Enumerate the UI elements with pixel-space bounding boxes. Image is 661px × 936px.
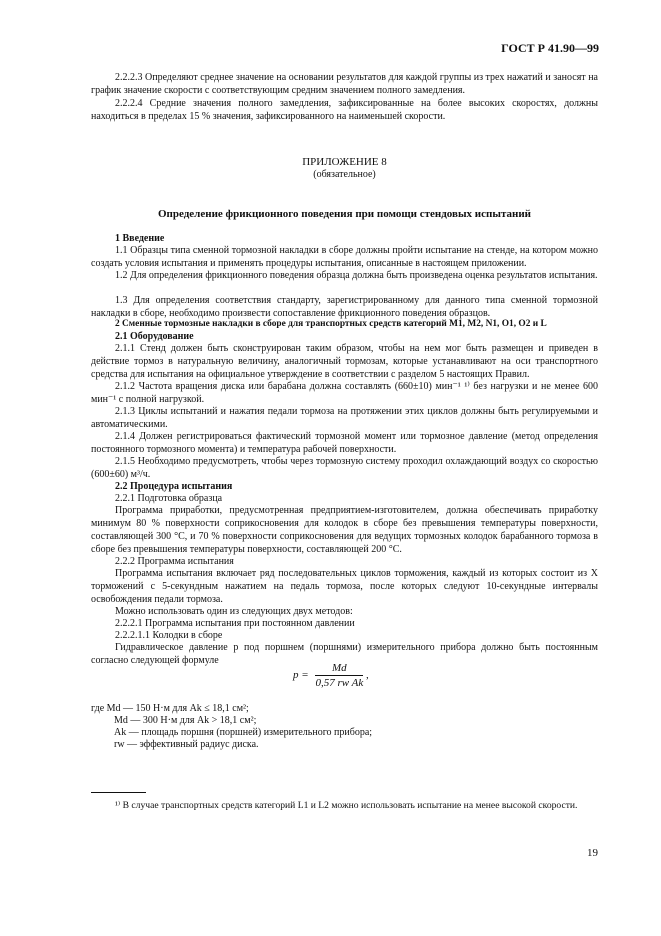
paragraph-hydraulic: Гидравлическое давление p под поршнем (поршнями) измерительного прибора должно быть постоянным согласно следующей формуле: [91, 642, 598, 666]
where-item-2: Md — 300 Н·м для Ak > 18,1 см²;: [114, 715, 257, 726]
paragraph-2-1-5: 2.1.5 Необходимо предусмотреть, чтобы через тормозную систему проходил охлаждающий воздух со скоростью (600±60) м³/ч.: [91, 456, 598, 480]
paragraph-2-2-2-text: Программа испытания включает ряд последовательных циклов торможения, каждый из которых состоит из X торможений с 5-секундным нажатием на педаль тормоза, после которых следуют 10-секундные интервалы освобождения педали тормоза.: [91, 568, 598, 605]
paragraph-1-2: 1.2 Для определения фрикционного поведения образца должна быть произведена оценка результатов испытания.: [115, 270, 598, 281]
where-item-4: rw — эффективный радиус диска.: [114, 739, 259, 750]
formula-trail: ,: [365, 669, 369, 682]
paragraph-2-2-2: 2.2.2 Программа испытания: [115, 556, 234, 567]
where-item-1: где Md — 150 Н·м для Ak ≤ 18,1 см²;: [91, 703, 249, 714]
paragraph-2-1-3: 2.1.3 Циклы испытаний и нажатия педали тормоза на протяжении этих циклов должны быть регулируемыми и автоматическими.: [91, 406, 598, 430]
paragraph-2-2-2-4: 2.2.2.4 Средние значения полного замедления, зафиксированные на более высоких скоростях, должны находиться в пределах 15 % значения, зафиксированного на наименьшей скорости.: [91, 98, 598, 122]
footnote-separator: [91, 792, 146, 793]
footnote: ¹⁾ В случае транспортных средств категорий L1 и L2 можно использовать испытание на менее высокой скорости.: [115, 800, 578, 811]
appendix-status: (обязательное): [313, 169, 376, 180]
formula-numerator: Md: [315, 662, 363, 676]
paragraph-methods: Можно использовать один из следующих двух методов:: [115, 606, 353, 617]
paragraph-2-2-1: 2.2.1 Подготовка образца: [115, 493, 223, 504]
section-1-heading: 1 Введение: [115, 233, 165, 244]
paragraph-2-1-1: 2.1.1 Стенд должен быть сконструирован таким образом, чтобы на нем мог быть размещен и приведен в действие тормоз в натуральную величину, аналогичный тормозам, которые устанавливают на оси транспортного средства для испытания на официальное утверждение в соответствии с разделом 5 настоящих Правил.: [91, 343, 598, 380]
appendix-heading: Определение фрикционного поведения при помощи стендовых испытаний: [157, 208, 532, 220]
formula-lhs: p =: [293, 669, 309, 682]
paragraph-2-1-2: 2.1.2 Частота вращения диска или барабана должна составлять (660±10) мин⁻¹ ¹⁾ без нагрузки и не менее 600 мин⁻¹ с полной нагрузкой.: [91, 381, 598, 405]
section-2-heading: 2 Сменные тормозные накладки в сборе для транспортных средств категорий M1, M2, N1, O1, O2 и L: [115, 319, 547, 329]
appendix-title: ПРИЛОЖЕНИЕ 8: [302, 156, 387, 168]
paragraph-2-2-2-1-1: 2.2.2.1.1 Колодки в сборе: [115, 630, 223, 641]
formula-fraction: [315, 662, 363, 689]
formula-denominator: 0,57 rw Ak: [315, 677, 364, 689]
paragraph-2-2-1-text: Программа приработки, предусмотренная предприятием-изготовителем, должна обеспечивать приработку минимум 80 % поверхности соприкосновения для колодок в сборе без превышения температуры поверхности, составляющей 300 °C, и 70 % поверхности соприкосновения для ведущих тормозных колодок барабанного тормоза в сборе без превышения температуры поверхности, составляющей 200 °C.: [91, 505, 598, 555]
paragraph-2-1-4: 2.1.4 Должен регистрироваться фактический тормозной момент или тормозное давление (метод определения постоянного тормозного момента) и температура рабочей поверхности.: [91, 431, 598, 455]
paragraph-2-2-2-1: 2.2.2.1 Программа испытания при постоянном давлении: [115, 618, 355, 629]
where-item-3: Ak — площадь поршня (поршней) измерительного прибора;: [114, 727, 373, 738]
paragraph-1-3: 1.3 Для определения соответствия стандарту, зарегистрированному для данного типа сменной тормозной накладки в сборе, необходимо произвести сопоставление фрикционного поведения образцов.: [91, 295, 598, 319]
standard-code: ГОСТ Р 41.90—99: [501, 41, 599, 55]
paragraph-2-2-2-3: 2.2.2.3 Определяют среднее значение на основании результатов для каждой группы из трех нажатий и заносят на график значение скорости с соответствующим средним значением полного замедления.: [91, 72, 598, 96]
pressure-formula: [293, 662, 369, 689]
page-number: 19: [587, 847, 598, 859]
section-2-2-heading: 2.2 Процедура испытания: [115, 481, 233, 492]
section-2-1-heading: 2.1 Оборудование: [115, 331, 194, 342]
paragraph-1-1: 1.1 Образцы типа сменной тормозной накладки в сборе должны пройти испытание на стенде, на котором можно создать условия испытания и применять процедуры испытания, описанные в настоящем приложении.: [91, 245, 598, 269]
